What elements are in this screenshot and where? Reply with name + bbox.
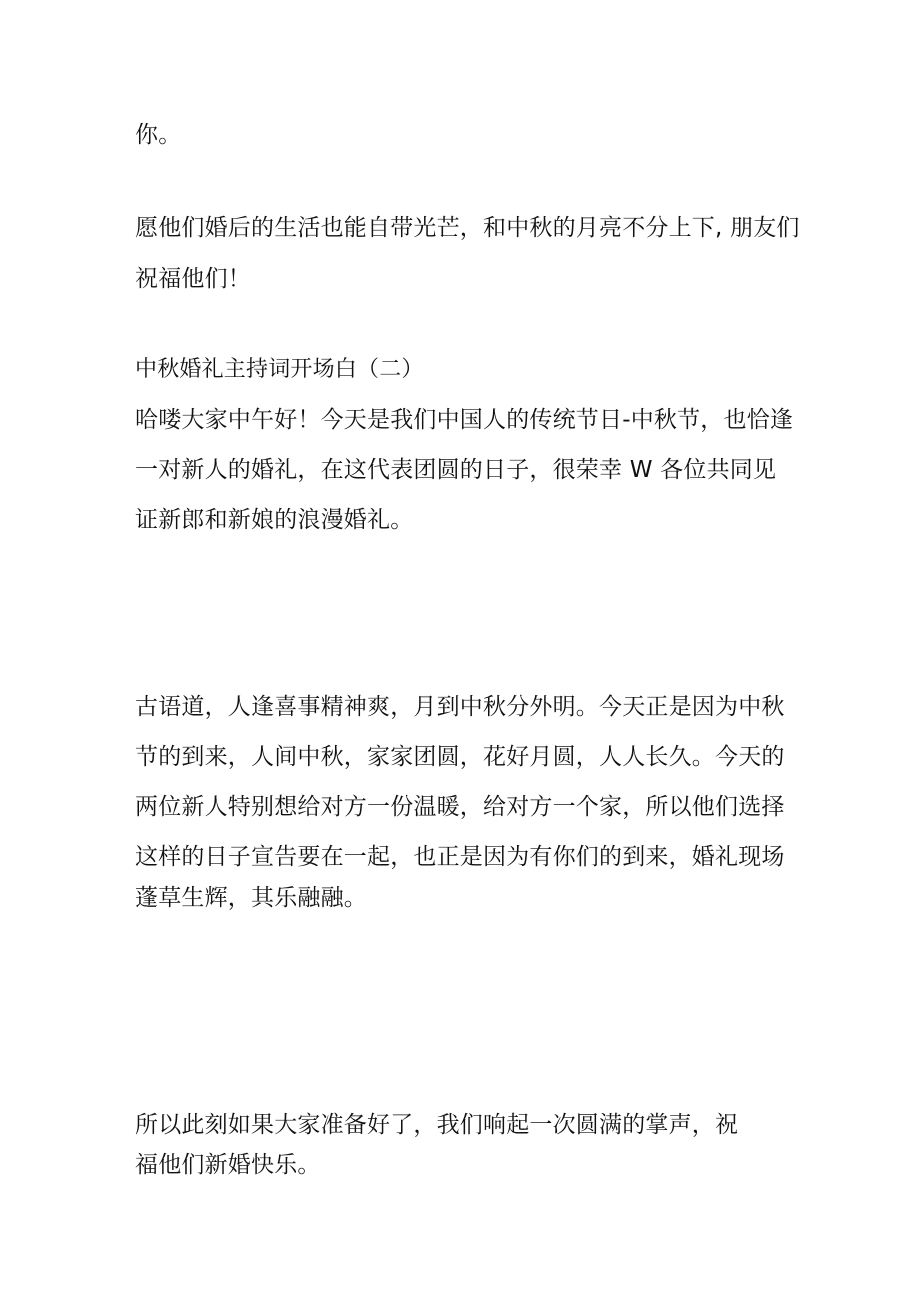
section-heading: 中秋婚礼主持词开场白（二）: [135, 357, 424, 382]
paragraph-line: 节的到来，人间中秋，家家团圆，花好月圆，人人长久。今天的: [135, 744, 785, 770]
paragraph-line: 古语道，人逢喜事精神爽，月到中秋分外明。今天正是因为中秋: [135, 694, 785, 720]
paragraph-line: 所以此刻如果大家准备好了，我们响起一次圆满的掌声，祝: [135, 1112, 739, 1138]
paragraph-line: 这样的日子宣告要在一起，也正是因为有你们的到来，婚礼现场: [135, 844, 785, 870]
paragraph-line: 一对新人的婚礼，在这代表团圆的日子，很荣幸 W 各位共同见: [135, 457, 777, 483]
paragraph-line: 你。: [135, 122, 182, 148]
paragraph-line: 证新郎和新娘的浪漫婚礼。: [135, 507, 414, 533]
paragraph-line: 愿他们婚后的生活也能自带光芒，和中秋的月亮不分上下, 朋友们: [135, 215, 800, 241]
paragraph-line: 福他们新婚快乐。: [135, 1152, 321, 1178]
paragraph-line: 两位新人特别想给对方一份温暖，给对方一个家，所以他们选择: [135, 794, 785, 820]
paragraph-line: 哈喽大家中午好！今天是我们中国人的传统节日-中秋节，也恰逢: [135, 407, 794, 433]
paragraph-line: 蓬草生辉，其乐融融。: [135, 885, 367, 911]
paragraph-line: 祝福他们！: [135, 266, 251, 292]
